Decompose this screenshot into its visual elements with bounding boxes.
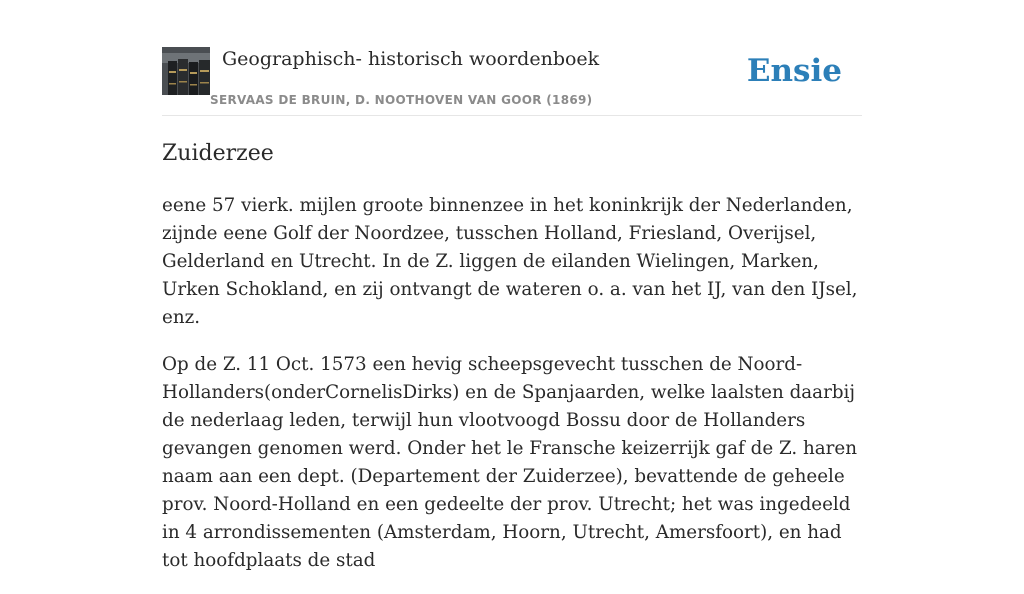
- entry-body: [162, 192, 862, 575]
- entry-title: Zuiderzee: [162, 141, 274, 166]
- book-spines-icon: [162, 47, 210, 95]
- book-title[interactable]: Geographisch- historisch woordenboek: [222, 48, 600, 70]
- book-cover-avatar[interactable]: [162, 47, 210, 95]
- entry-article: [162, 136, 862, 594]
- entry-paragraph: Op de Z. 11 Oct. 1573 een hevig scheepsgevecht tusschen de Noord-Hollanders(onderCornelisDirks) en de Spanjaarden, welke laalsten daarbij de nederlaag leden, terwijl hun vlootvoogd Bossu door de Hollanders gevangen genomen werd. Onder het le Fransche keizerrijk gaf de Z. haren naam aan een dept. (Departement der Zuiderzee), bevattende de geheele prov. Noord-Holland en een gedeelte der prov. Utrecht; het was ingedeeld in 4 arrondissementen (Amsterdam, Hoorn, Utrecht, Amersfoort), en had tot hoofdplaats de stad: [162, 354, 857, 571]
- ensie-logo-link[interactable]: Ensie: [746, 53, 842, 89]
- book-authors: SERVAAS DE BRUIN, D. NOOTHOVEN VAN GOOR (1869): [210, 93, 593, 107]
- entry-paragraph: eene 57 vierk. mijlen groote binnenzee in het koninkrijk der Nederlanden, zijnde eene Golf der Noordzee, tusschen Holland, Friesland, Overijsel, Gelderland en Utrecht. In de Z. liggen de eilanden Wielingen, Marken, Urken Schokland, en zij ontvangt de wateren o. a. van het IJ, van den IJsel, enz.: [162, 195, 858, 328]
- book-header: [162, 46, 862, 116]
